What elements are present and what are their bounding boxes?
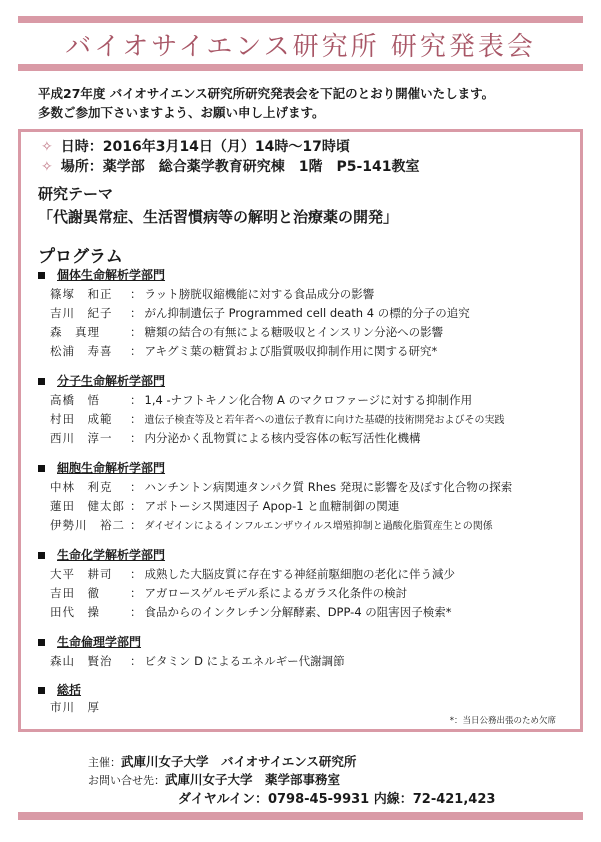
program-row: 森 真理 ： 糖類の結合の有無による糖吸収とインスリン分泌への影響 (50, 325, 444, 339)
theme-label: 研究テーマ (38, 185, 114, 203)
program-row: 森山 賢治 ： ビタミン D によるエネルギー代謝調節 (50, 654, 345, 668)
schedule-datetime: ✧ 日時：2016年3月14日（月）14時〜17時頃 (41, 139, 350, 155)
program-row: 吉川 紀子 ： がん抑制遺伝子 Programmed cell death 4 の標的分子の追究 (50, 306, 470, 320)
program-row: 吉田 徹 ： アガロースゲルモデル系によるガラス化条件の検討 (50, 586, 408, 600)
title-underline-band (18, 64, 583, 71)
program-row: 中林 利克 ： ハンチントン病関連タンパク質 Rhes 発現に影響を及ぼす化合物の探索 (50, 480, 513, 494)
section-header: 個体生命解析学部門 (38, 266, 165, 283)
program-title: プログラム (38, 247, 123, 267)
square-bullet-icon (38, 639, 45, 646)
section-header: 総括 (38, 681, 81, 698)
program-row: 伊勢川 裕二 ： ダイゼインによるインフルエンザウイルス増殖抑制と過酸化脂質産生との関係 (50, 518, 493, 532)
theme-text: 「代謝異常症、生活習慣病等の解明と治療薬の開発」 (38, 208, 399, 226)
intro-text (38, 84, 494, 122)
schedule-box (18, 129, 583, 182)
program-row: 市川 厚 (50, 700, 100, 714)
diamond-icon: ✧ (41, 139, 53, 155)
section-header: 生命倫理学部門 (38, 633, 141, 650)
section-header: 生命化学解析学部門 (38, 546, 165, 563)
section-header: 細胞生命解析学部門 (38, 459, 165, 476)
program-row: 松浦 寿喜 ： アキグミ葉の糖質および脂質吸収抑制作用に関する研究* (50, 344, 438, 358)
footer-host: 主催：武庫川女子大学 バイオサイエンス研究所 (88, 754, 357, 769)
diamond-icon: ✧ (41, 159, 53, 175)
square-bullet-icon (38, 552, 45, 559)
section-header: 分子生命解析学部門 (38, 372, 165, 389)
page-title: バイオサイエンス研究所 研究発表会 (65, 32, 536, 62)
footer-contact: お問い合せ先：武庫川女子大学 薬学部事務室 (88, 772, 341, 787)
square-bullet-icon (38, 687, 45, 694)
intro-line-1: 平成27年度 バイオサイエンス研究所研究発表会を下記のとおり開催いたします。 (38, 86, 495, 101)
program-row: 田代 操 ： 食品からのインクレチン分解酵素、DPP-4 の阻害因子検索* (50, 605, 452, 619)
top-band (18, 16, 583, 23)
schedule-place: ✧ 場所：薬学部 総合薬学教育研究棟 1階 P5-141教室 (41, 159, 420, 175)
square-bullet-icon (38, 378, 45, 385)
footer-phone: ダイヤルイン：0798-45-9931 内線：72-421,423 (178, 792, 496, 807)
program-row: 高橋 悟 ： 1,4 -ナフトキノン化合物 A のマクロファージに対する抑制作用 (50, 393, 473, 407)
program-row: 大平 耕司 ： 成熟した大脳皮質に存在する神経前駆細胞の老化に伴う減少 (50, 567, 455, 581)
program-row: 篠塚 和正 ： ラット膀胱収縮機能に対する食品成分の影響 (50, 287, 375, 301)
program-row: 西川 淳一 ： 内分泌かく乱物質による核内受容体の転写活性化機構 (50, 431, 421, 445)
program-row: 村田 成範 ： 遺伝子検査等及と若年者への遺伝子教育に向けた基礎的技術開発およびその実践 (50, 412, 505, 426)
absence-note: *：当日公務出張のため欠席 (449, 716, 556, 726)
square-bullet-icon (38, 465, 45, 472)
bottom-band (18, 812, 583, 820)
square-bullet-icon (38, 272, 45, 279)
intro-line-2: 多数ご参加下さいますよう、お願い申し上げます。 (38, 105, 325, 120)
program-row: 蓮田 健太郎 ： アポトーシス関連因子 Apop-1 と血糖制御の関連 (50, 499, 400, 513)
